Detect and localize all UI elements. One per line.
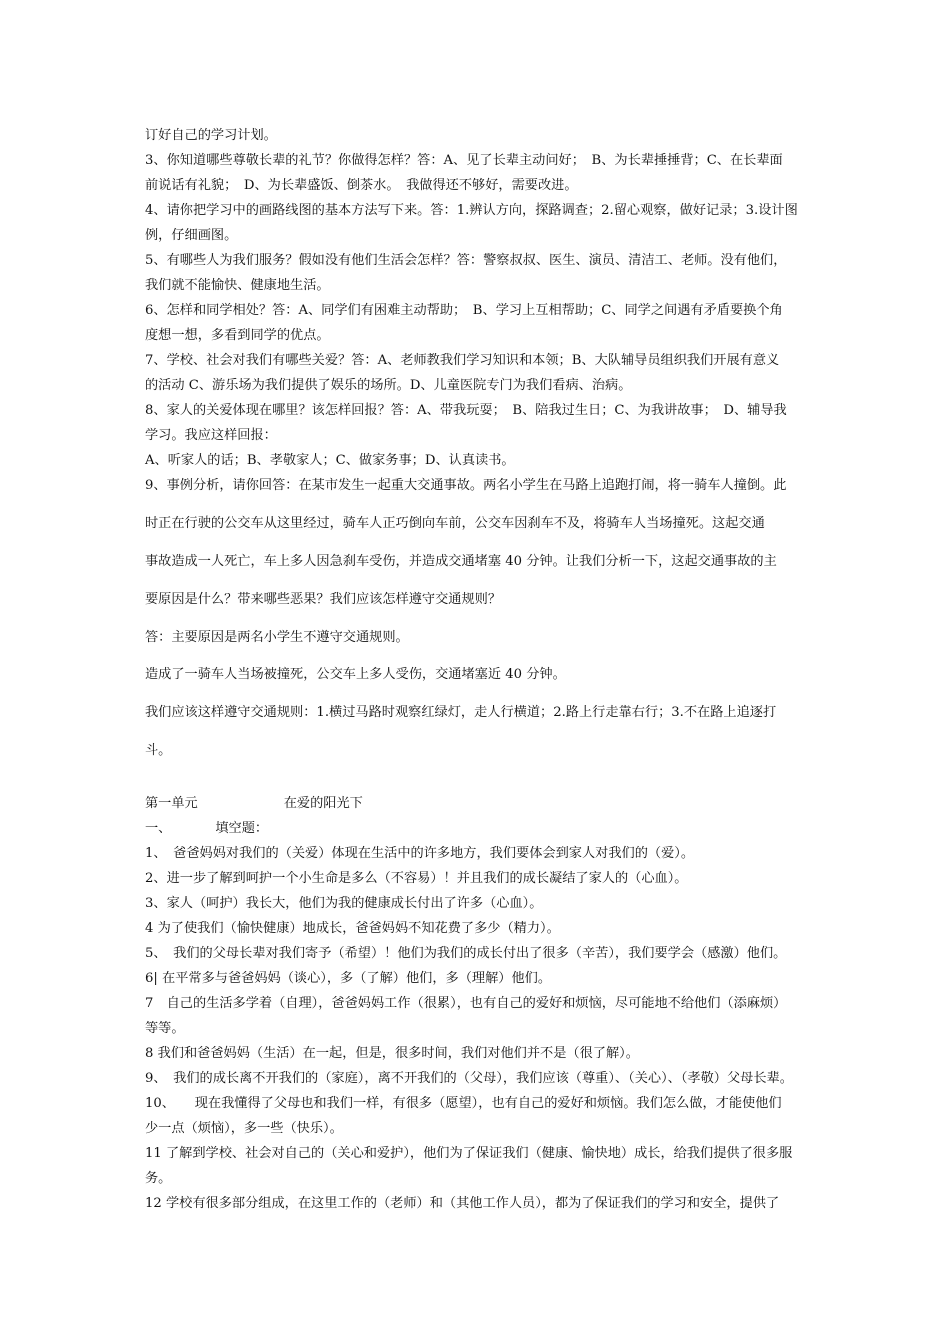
text-line: 前说话有礼貌； D、为长辈盛饭、倒茶水。 我做得还不够好，需要改进。 — [145, 178, 578, 193]
text-line: 2、进一步了解到呵护一个小生命是多么（不容易）！并且我们的成长凝结了家人的（心血）。 — [145, 871, 688, 886]
text-line: 4、请你把学习中的画路线图的基本方法写下来。答：1.辨认方向，探路调查；2.留心观察，做好记录；3.设计图 — [145, 203, 798, 218]
unit-heading — [145, 792, 810, 816]
text-line: 等等。 — [145, 1021, 185, 1036]
text-line: 时正在行驶的公交车从这里经过，骑车人正巧倒向车前，公交车因刹车不及，将骑车人当场撞死。这起交通 — [145, 516, 765, 531]
text-line: 3、你知道哪些尊敬长辈的礼节？你做得怎样？答：A、见了长辈主动问好； B、为长辈捶捶背；C、在长辈面 — [145, 153, 783, 168]
text-line: 4 为了使我们（愉快健康）地成长，爸爸妈妈不知花费了多少（精力）。 — [145, 921, 560, 936]
text-line: 8 我们和爸爸妈妈（生活）在一起，但是，很多时间，我们对他们并不是（很了解）。 — [145, 1046, 639, 1061]
text-line: 答：主要原因是两名小学生不遵守交通规则。 — [145, 630, 409, 645]
text-line: 斗。 — [145, 743, 172, 758]
text-line: 学习。我应这样回报： — [145, 428, 277, 443]
text-line: 1、 爸爸妈妈对我们的（关爱）体现在生活中的许多地方，我们要体会到家人对我们的（爱）。 — [145, 846, 695, 861]
text-line: 务。 — [145, 1171, 172, 1186]
text-line: 10、 现在我懂得了父母也和我们一样，有很多（愿望），也有自己的爱好和烦恼。我们怎么做，才能使他们 — [145, 1096, 782, 1111]
text-line: 5、有哪些人为我们服务？假如没有他们生活会怎样？答：警察叔叔、医生、演员、清洁工、老师。没有他们， — [145, 253, 787, 268]
unit-title: 在爱的阳光下 — [283, 796, 363, 811]
text-line: 的活动 C、游乐场为我们提供了娱乐的场所。D、儿童医院专门为我们看病、治病。 — [145, 378, 632, 393]
text-line: 我们应该这样遵守交通规则：1.横过马路时观察红绿灯，走人行横道；2.路上行走靠右行；3.不在路上追逐打 — [145, 705, 777, 720]
section-title: 填空题： — [215, 821, 269, 836]
text-line: 订好自己的学习计划。 — [145, 128, 277, 143]
text-line: 例，仔细画图。 — [145, 228, 238, 243]
text-line: A、听家人的话；B、孝敬家人；C、做家务事；D、认真读书。 — [145, 453, 515, 468]
section-heading — [145, 817, 810, 841]
text-line: 少一点（烦恼），多一些（快乐）。 — [145, 1121, 343, 1136]
text-line: 6| 在平常多与爸爸妈妈（谈心），多（了解）他们，多（理解）他们。 — [145, 971, 552, 986]
text-line: 7、学校、社会对我们有哪些关爱？答：A、老师教我们学习知识和本领；B、大队辅导员组织我们开展有意义 — [145, 353, 780, 368]
text-line: 3、家人（呵护）我长大，他们为我的健康成长付出了许多（心血）。 — [145, 896, 543, 911]
unit-label: 第一单元 — [145, 796, 198, 811]
text-line: 11 了解到学校、社会对自己的（关心和爱护），他们为了保证我们（健康、愉快地）成长，给我们提供了很多服 — [145, 1146, 793, 1161]
text-line: 7 自己的生活多学着（自理），爸爸妈妈工作（很累），也有自己的爱好和烦恼，尽可能地不给他们（添麻烦） — [145, 996, 787, 1011]
text-line: 9、 我们的成长离不开我们的（家庭），离不开我们的（父母），我们应该（尊重）、（关心）、（孝敬）父母长辈。 — [145, 1071, 793, 1086]
text-line: 9、事例分析，请你回答：在某市发生一起重大交通事故。两名小学生在马路上追跑打闹，将一骑车人撞倒。此 — [145, 478, 787, 493]
text-line: 造成了一骑车人当场被撞死，公交车上多人受伤，交通堵塞近 40 分钟。 — [145, 667, 566, 682]
text-line: 8、家人的关爱体现在哪里？该怎样回报？答：A、带我玩耍； B、陪我过生日；C、为我讲故事； D、辅导我 — [145, 403, 787, 418]
text-line: 我们就不能愉快、健康地生活。 — [145, 278, 330, 293]
text-line: 6、怎样和同学相处？答：A、同学们有困难主动帮助； B、学习上互相帮助；C、同学之间遇有矛盾要换个角 — [145, 303, 783, 318]
text-line: 要原因是什么？带来哪些恶果？我们应该怎样遵守交通规则？ — [145, 592, 502, 607]
text-line: 5、 我们的父母长辈对我们寄予（希望）！他们为我们的成长付出了很多（辛苦），我们要学会（感激）他们。 — [145, 946, 787, 961]
text-line: 度想一想，多看到同学的优点。 — [145, 328, 330, 343]
text-line: 事故造成一人死亡，车上多人因急刹车受伤，并造成交通堵塞 40 分钟。让我们分析一下，这起交通事故的主 — [145, 554, 777, 569]
text-line: 12 学校有很多部分组成，在这里工作的（老师）和（其他工作人员），都为了保证我们的学习和安全，提供了 — [145, 1196, 780, 1211]
section-label: 一、 — [145, 821, 172, 836]
